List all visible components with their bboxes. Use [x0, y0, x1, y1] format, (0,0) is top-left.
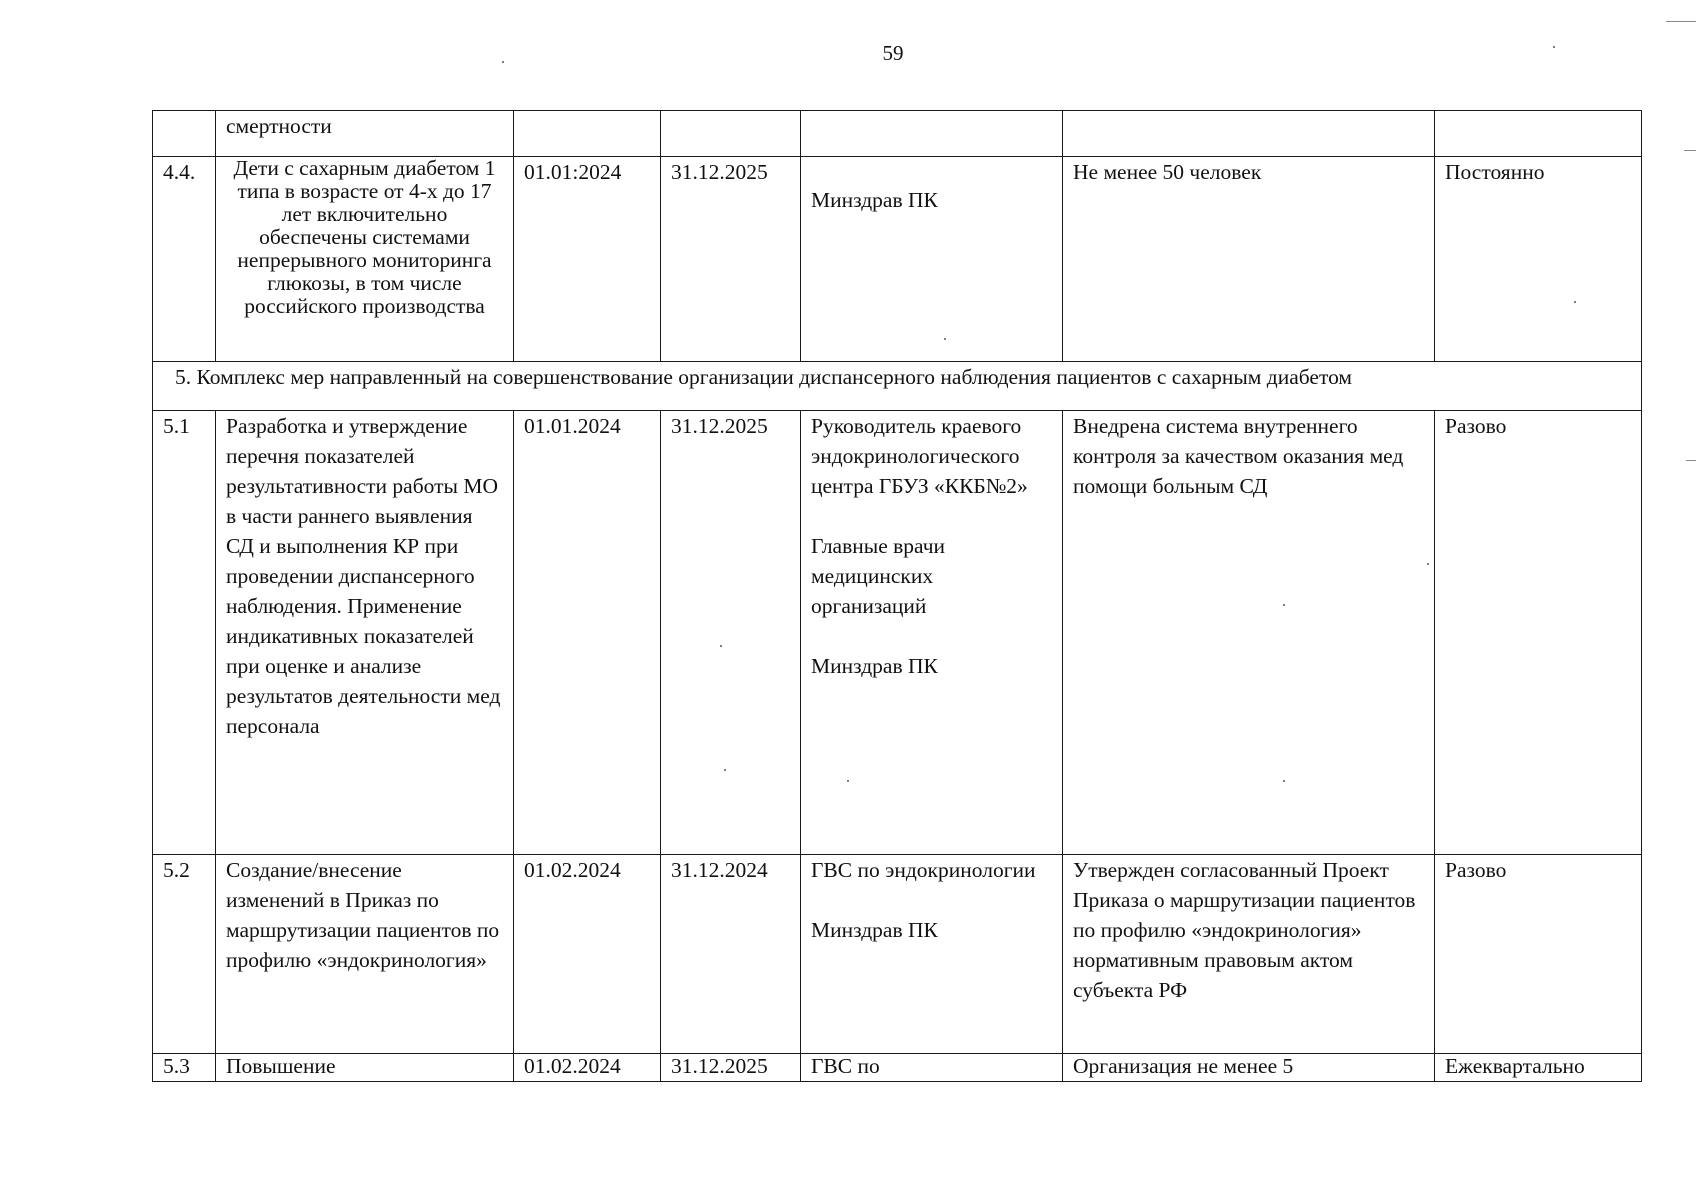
- cell-num: 4.4.: [153, 157, 216, 362]
- cell-start: 01.02.2024: [514, 855, 661, 1054]
- cell-result: Внедрена система внутреннего контроля за качеством оказания мед помощи больным СД: [1063, 411, 1435, 855]
- cell-result: Не менее 50 человек: [1063, 157, 1435, 362]
- scan-edge-mark: [1666, 21, 1696, 22]
- responsible-text: Минздрав ПК: [811, 918, 938, 942]
- cell-frequency: [1435, 111, 1642, 157]
- cell-responsible: [801, 111, 1063, 157]
- cell-result: [1063, 111, 1435, 157]
- scan-edge-mark: [1684, 150, 1696, 151]
- cell-start: 01.01.2024: [514, 411, 661, 855]
- cell-name: Разработка и утверждение перечня показателей результативности работы МО в части раннего выявления СД и выполнения КР при проведении диспансерного наблюдения. Применение индикативных показателей при оценке и анализе результатов деятельности мед персонала: [216, 411, 514, 855]
- cell-responsible: ГВС по: [801, 1054, 1063, 1082]
- scan-speck: [720, 645, 722, 647]
- cell-end: 31.12.2025: [661, 1054, 801, 1082]
- cell-frequency: Ежеквартально: [1435, 1054, 1642, 1082]
- cell-end: 31.12.2024: [661, 855, 801, 1054]
- cell-start: [514, 111, 661, 157]
- responsible-text: Минздрав ПК: [811, 654, 938, 678]
- cell-result: Организация не менее 5: [1063, 1054, 1435, 1082]
- cell-end: 31.12.2025: [661, 411, 801, 855]
- responsible-text: Руководитель краевого эндокринологического центра ГБУЗ «ККБ№2»: [811, 414, 1028, 498]
- page-number: 59: [882, 41, 904, 65]
- cell-frequency: Разово: [1435, 855, 1642, 1054]
- cell-num: 5.1: [153, 411, 216, 855]
- scan-speck: [1553, 46, 1555, 48]
- cell-num: [153, 111, 216, 157]
- table-row-5-3: [153, 1054, 1642, 1082]
- scan-speck: [1574, 301, 1576, 303]
- cell-end: [661, 111, 801, 157]
- section-title: 5. Комплекс мер направленный на совершенствование организации диспансерного наблюдения пациентов с сахарным диабетом: [153, 362, 1642, 411]
- cell-start: 01.02.2024: [514, 1054, 661, 1082]
- scan-speck: [724, 769, 726, 771]
- cell-name: Создание/внесение изменений в Приказ по маршрутизации пациентов по профилю «эндокринология»: [216, 855, 514, 1054]
- scan-speck: [1427, 563, 1429, 565]
- scan-speck: [502, 61, 504, 63]
- table-row-4-4: [153, 157, 1642, 362]
- cell-frequency: Постоянно: [1435, 157, 1642, 362]
- responsible-text: ГВС по эндокринологии: [811, 858, 1036, 882]
- cell-responsible: [801, 157, 1063, 362]
- cell-result: Утвержден согласованный Проект Приказа о маршрутизации пациентов по профилю «эндокринология» нормативным правовым актом субъекта РФ: [1063, 855, 1435, 1054]
- scan-speck: [1283, 604, 1285, 606]
- cell-frequency: Разово: [1435, 411, 1642, 855]
- table-row-5-2: [153, 855, 1642, 1054]
- responsible-text: Главные врачи медицинских организаций: [811, 534, 946, 618]
- section-header-5: [153, 362, 1642, 411]
- cell-name: смертности: [216, 111, 514, 157]
- scan-speck: [1283, 780, 1285, 782]
- cell-end: 31.12.2025: [661, 157, 801, 362]
- scan-edge-mark: [1686, 460, 1696, 461]
- cell-responsible: [801, 411, 1063, 855]
- table-row-continuation: [153, 111, 1642, 157]
- scan-speck: [944, 338, 946, 340]
- plan-table: [152, 110, 1642, 1082]
- scan-speck: [847, 780, 849, 782]
- cell-num: 5.2: [153, 855, 216, 1054]
- cell-name: Повышение: [216, 1054, 514, 1082]
- table-row-5-1: [153, 411, 1642, 855]
- cell-num: 5.3: [153, 1054, 216, 1082]
- cell-name: Дети с сахарным диабетом 1 типа в возрасте от 4-х до 17 лет включительно обеспечены системами непрерывного мониторинга глюкозы, в том числе российского производства: [216, 157, 514, 362]
- cell-responsible: [801, 855, 1063, 1054]
- responsible-text: Минздрав ПК: [811, 188, 938, 212]
- cell-start: 01.01:2024: [514, 157, 661, 362]
